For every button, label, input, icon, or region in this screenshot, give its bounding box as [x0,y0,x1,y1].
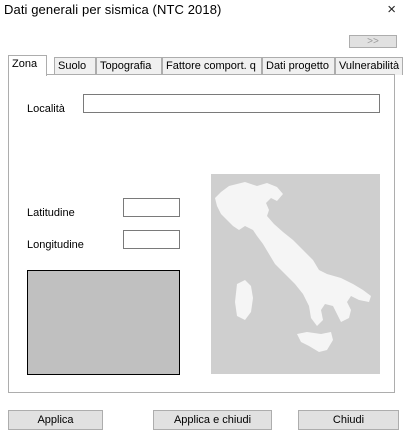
longitudine-label: Longitudine [27,239,84,251]
latitudine-label: Latitudine [27,207,75,219]
italy-map-icon [211,174,380,374]
close-button[interactable]: Chiudi [298,410,399,430]
preview-box [27,270,180,375]
tab-topografia[interactable]: Topografia [96,57,162,75]
title-bar [0,0,405,20]
localita-input[interactable] [83,94,380,113]
latitudine-input[interactable] [123,198,180,217]
apply-button[interactable]: Applica [8,410,103,430]
tab-fattore-comport[interactable]: Fattore comport. q [162,57,262,75]
apply-and-close-button[interactable]: Applica e chiudi [153,410,272,430]
next-tab-button[interactable]: >> [349,35,397,48]
tab-dati-progetto[interactable]: Dati progetto [262,57,335,75]
italy-map[interactable] [211,174,380,374]
close-icon[interactable]: × [387,1,396,18]
tab-zona[interactable]: Zona [8,55,47,76]
localita-label: Località [27,103,65,115]
tab-suolo[interactable]: Suolo [54,57,96,75]
longitudine-input[interactable] [123,230,180,249]
window-title: Dati generali per sismica (NTC 2018) [4,2,222,17]
tab-vulnerabilita[interactable]: Vulnerabilità [335,57,403,75]
